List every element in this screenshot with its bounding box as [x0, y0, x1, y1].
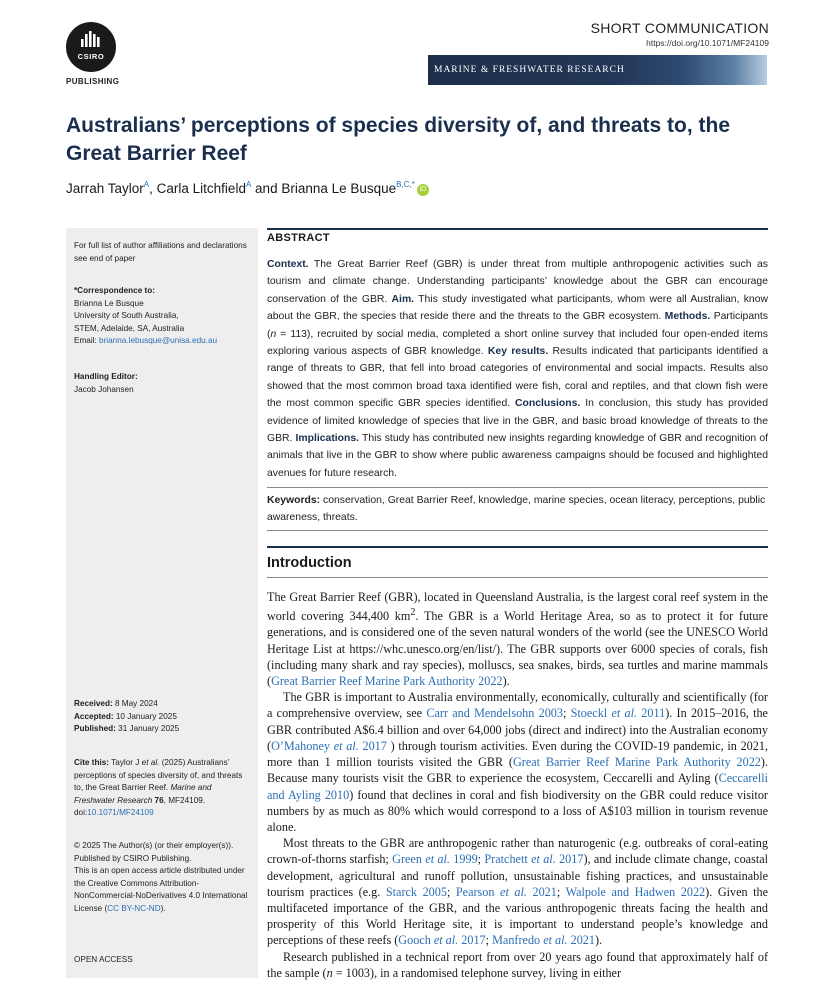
article-title: Australians’ perceptions of species diversity of, and threats to, the Great Barrier Reef [66, 114, 731, 165]
italic-n: n [326, 965, 333, 980]
dates-block [74, 698, 252, 736]
orcid-icon[interactable]: iD [417, 184, 429, 196]
text: ) through tourism activities. Even during the COVID-19 pandemic, in 2021, more than 1 million tourists visited the GBR ( [267, 738, 769, 770]
logo-wordmark: CSIRO [77, 52, 105, 61]
author-affiliation[interactable]: A [245, 180, 252, 189]
article-doi-link[interactable]: https://doi.org/10.1071/MF24109 [646, 38, 769, 48]
license-close: ). [160, 903, 166, 913]
cite-article: , MF24109. [163, 795, 206, 805]
license-text: This is an open access article distributed under the Creative Commons Attribution-NonCommercial-NoDerivatives 4.0 International License ( [74, 866, 248, 913]
accepted-label: Accepted: [74, 711, 114, 721]
correspondence-line: STEM, Adelaide, SA, Australia [74, 323, 185, 333]
citation-author: Green [392, 852, 426, 867]
correspondence-line: University of South Australia, [74, 311, 179, 320]
abstract-aim: This study investigated what participants, whom were all Australian, know about the GBR, the species that reside there and the threats to the GBR ecosystem. [267, 293, 768, 323]
introduction-body [267, 589, 768, 981]
cite-doi-label: doi: [74, 808, 88, 817]
citation-etal: et al. [425, 852, 450, 867]
keywords-rule-bottom [267, 530, 768, 531]
citation-block [74, 757, 252, 820]
citation-etal: et al. [543, 933, 568, 948]
citation-link[interactable] [271, 739, 391, 753]
cite-etal: et al. [141, 758, 160, 767]
citation-year: 1999 [449, 852, 478, 867]
citation-link[interactable]: Starck 2005 [385, 884, 447, 899]
text: Most threats to the GBR are anthropogenic rather than naturogenic (e.g. outbreaks of coral-eating crown-of-thorns starfish; [267, 836, 768, 867]
author-separator: , [149, 181, 157, 196]
author-affiliation[interactable]: A [143, 180, 150, 189]
author-name: Carla Litchfield [156, 181, 246, 196]
correspondence-label: *Correspondence to: [74, 286, 155, 295]
citation-year: 2017 [458, 933, 486, 948]
abstract-results: Results indicated that participants identified a range of threats to GBR, that fell into broad categories of environmental and social impacts. Results also showed that the most common broad taxa identified were fish, coral and reptiles, and that clown fish were the most common specific GBR species identified. [267, 346, 768, 410]
abstract-conclusions-label: Conclusions. [515, 398, 581, 410]
handling-editor-block [74, 371, 252, 396]
text: ) found that declines in coral and fish biodiversity on the GBR could reduce visitor numbers by as much as 80% which would correspond to a loss of A$103 million in tourism revenue alone. [267, 787, 768, 834]
citation-author: Gooch [398, 933, 434, 948]
citation-year: 2021 [567, 933, 595, 948]
citation-etal: et al. [333, 738, 359, 753]
author-affiliation[interactable]: B,C,* [396, 180, 415, 189]
citation-link[interactable] [456, 885, 557, 899]
citation-link[interactable] [398, 933, 485, 947]
citation-link[interactable] [571, 706, 666, 720]
cite-text: (2025) Australians’ perceptions of species diversity of, and threats to, the Great Barrier Reef. [74, 758, 243, 792]
author-list [66, 180, 429, 196]
open-access-label: OPEN ACCESS [74, 955, 133, 964]
article-info-sidebar [66, 228, 258, 978]
abstract-conclusions: In conclusion, this study has provided evidence of limited knowledge of species that live in the GBR, and basic broad knowledge of threats to the GBR. [267, 398, 768, 445]
keywords [267, 492, 768, 527]
author-name: Jarrah Taylor [66, 181, 144, 196]
text: . The GBR is a World Heritage Area, so as to protect it for future generations, and is considered one of the seven natural wonders of the world (see the UNESCO World Heritage List at https://whc.unesco.org/en/list/). The GBR supports over 6000 species of corals, fish (including many shark and ray species), molluscs, sea snakes, birds, sea turtles and marine mammals ( [267, 609, 768, 689]
abstract-methods-n: n [270, 328, 277, 340]
abstract-context: The Great Barrier Reef (GBR) is under threat from multiple anthropogenic activities such as tourism and climate change. Understanding participants’ knowledge about the GBR can encourage conservation of the GBR. [267, 259, 768, 305]
citation-author: Manfredo [492, 933, 544, 948]
text: ; [562, 706, 571, 721]
keywords-label: Keywords: [267, 495, 321, 506]
text: ; [485, 933, 493, 948]
correspondence-block [74, 285, 252, 348]
published-date: 31 January 2025 [118, 724, 180, 733]
introduction-rule-bottom [267, 577, 768, 578]
introduction-rule [267, 546, 768, 548]
citation-link[interactable]: Great Barrier Reef Marine Park Authority 2022 [512, 755, 761, 770]
citation-etal: et al. [611, 706, 638, 721]
text: ). Because many tourists visit the GBR to experience the ecosystem, Ceccarelli and Ayling ( [267, 755, 768, 786]
cite-authors: Taylor J [111, 758, 142, 767]
citation-etal: et al. [433, 933, 459, 948]
license-block [74, 840, 252, 915]
citation-link[interactable]: Carr and Mendelsohn 2003 [426, 706, 563, 721]
text: ). In 2015–2016, the GBR contributed A$6.4 billion and over 64,000 jobs (direct and indirect) into the Australian economy ( [267, 706, 768, 753]
csiro-logo [66, 22, 116, 72]
abstract-aim-label: Aim. [391, 293, 415, 305]
received-date: 8 May 2024 [114, 699, 158, 708]
publisher-label: PUBLISHING [66, 77, 120, 86]
abstract-implications-label: Implications. [295, 433, 360, 445]
cite-doi-link[interactable]: 10.1071/MF24109 [87, 808, 154, 817]
citation-year: 2017 [358, 738, 391, 753]
citation-link[interactable] [484, 852, 583, 866]
text: ). Given the multifaceted importance of the GBR, and the various anthropogenic threats facing the health and prosperity of this World Heritage site, it is important to understand people’s knowledge and perceptions of these reefs ( [267, 884, 769, 948]
accepted-date: 10 January 2025 [115, 711, 177, 721]
license-link[interactable]: CC BY-NC-ND [107, 903, 161, 913]
text: Research published in a technical report from over 20 years ago found that approximately half of the sample ( [267, 949, 768, 980]
text: ; [556, 884, 566, 899]
text: ), and include climate change, coastal development, agricultural and runoff pollution, unsustainable fishing practices, and unsustainable tourism practices (e.g. [267, 852, 769, 899]
citation-author: Stoeckl [570, 706, 612, 721]
paragraph [267, 949, 768, 981]
keywords-rule [267, 487, 768, 488]
cite-label: Cite this: [74, 758, 110, 767]
text: The Great Barrier Reef (GBR), located in Queensland Australia, is the largest coral reef system in the world covering 344,400 km [267, 590, 768, 624]
abstract-methods: Participants ( [267, 311, 768, 340]
citation-link[interactable]: Walpole and Hadwen 2022 [565, 884, 706, 899]
citation-link[interactable]: Great Barrier Reef Marine Park Authority 2022 [271, 674, 503, 689]
published-label: Published: [74, 724, 116, 733]
abstract-methods-label: Methods. [664, 311, 711, 323]
citation-author: O’Mahoney [271, 738, 334, 753]
citation-author: Pearson [455, 884, 501, 899]
journal-name: MARINE & FRESHWATER RESEARCH [434, 65, 625, 75]
text: ; [446, 884, 456, 899]
author-separator: and [251, 181, 282, 196]
abstract-methods: = 113), recruited by social media, completed a short online survey that included four open-ended items exploring various aspects of GBR knowledge. [267, 328, 768, 358]
cite-volume: 76 [152, 795, 164, 805]
introduction-heading: Introduction [267, 555, 352, 571]
correspondence-line: Brianna Le Busque [74, 298, 144, 308]
keywords-text: conservation, Great Barrier Reef, knowledge, marine species, ocean literacy, perceptions, public awareness, threats. [267, 495, 766, 524]
paragraph [267, 689, 768, 835]
citation-link[interactable]: Ceccarelli and Ayling 2010 [267, 771, 768, 802]
article-type: SHORT COMMUNICATION [590, 20, 769, 36]
abstract-context-label: Context. [267, 259, 309, 270]
text: ). [502, 674, 510, 689]
abstract-heading: ABSTRACT [267, 232, 330, 244]
copyright-text: © 2025 The Author(s) (or their employer(s)). Published by CSIRO Publishing. [74, 841, 234, 863]
citation-link[interactable] [492, 933, 595, 947]
handling-editor-label: Handling Editor: [74, 372, 138, 381]
citation-author: Pratchett [484, 852, 532, 867]
superscript: 2 [410, 607, 416, 619]
author-name: Brianna Le Busque [281, 181, 397, 196]
abstract-text [267, 256, 768, 482]
text: ). [594, 933, 603, 948]
text: ; [477, 852, 485, 867]
handling-editor-name: Jacob Johansen [74, 384, 134, 394]
abstract-implications: This study has contributed new insights regarding knowledge of GBR and recognition of animals that live in the GBR to show where public awareness campaigns should be focused and highlighted avenues for future research. [267, 433, 768, 479]
citation-year: 2021 [526, 884, 557, 899]
cite-journal: Marine and Freshwater Research [74, 783, 212, 805]
citation-etal: et al. [531, 852, 556, 867]
citation-year: 2017 [555, 852, 584, 867]
journal-banner [428, 55, 767, 85]
received-label: Received: [74, 699, 113, 708]
citation-etal: et al. [500, 884, 527, 899]
abstract-results-label: Key results. [487, 346, 549, 358]
text: = 1003), in a randomised telephone survey, living in either [332, 965, 622, 980]
citation-link[interactable] [392, 852, 478, 866]
paragraph [267, 835, 768, 948]
text: The GBR is important to Australia environmentally, economically, culturally and scientifically (for a comprehensive overview, see [267, 690, 768, 721]
paragraph [267, 589, 768, 689]
email-link[interactable]: brianna.lebusque@unisa.edu.au [99, 336, 218, 345]
abstract-rule [267, 228, 768, 230]
csiro-logo-bars-icon [66, 22, 116, 72]
affiliations-note: For full list of author affiliations and declarations see end of paper [74, 241, 247, 263]
citation-year: 2011 [637, 706, 666, 721]
email-label: Email: [74, 336, 100, 345]
